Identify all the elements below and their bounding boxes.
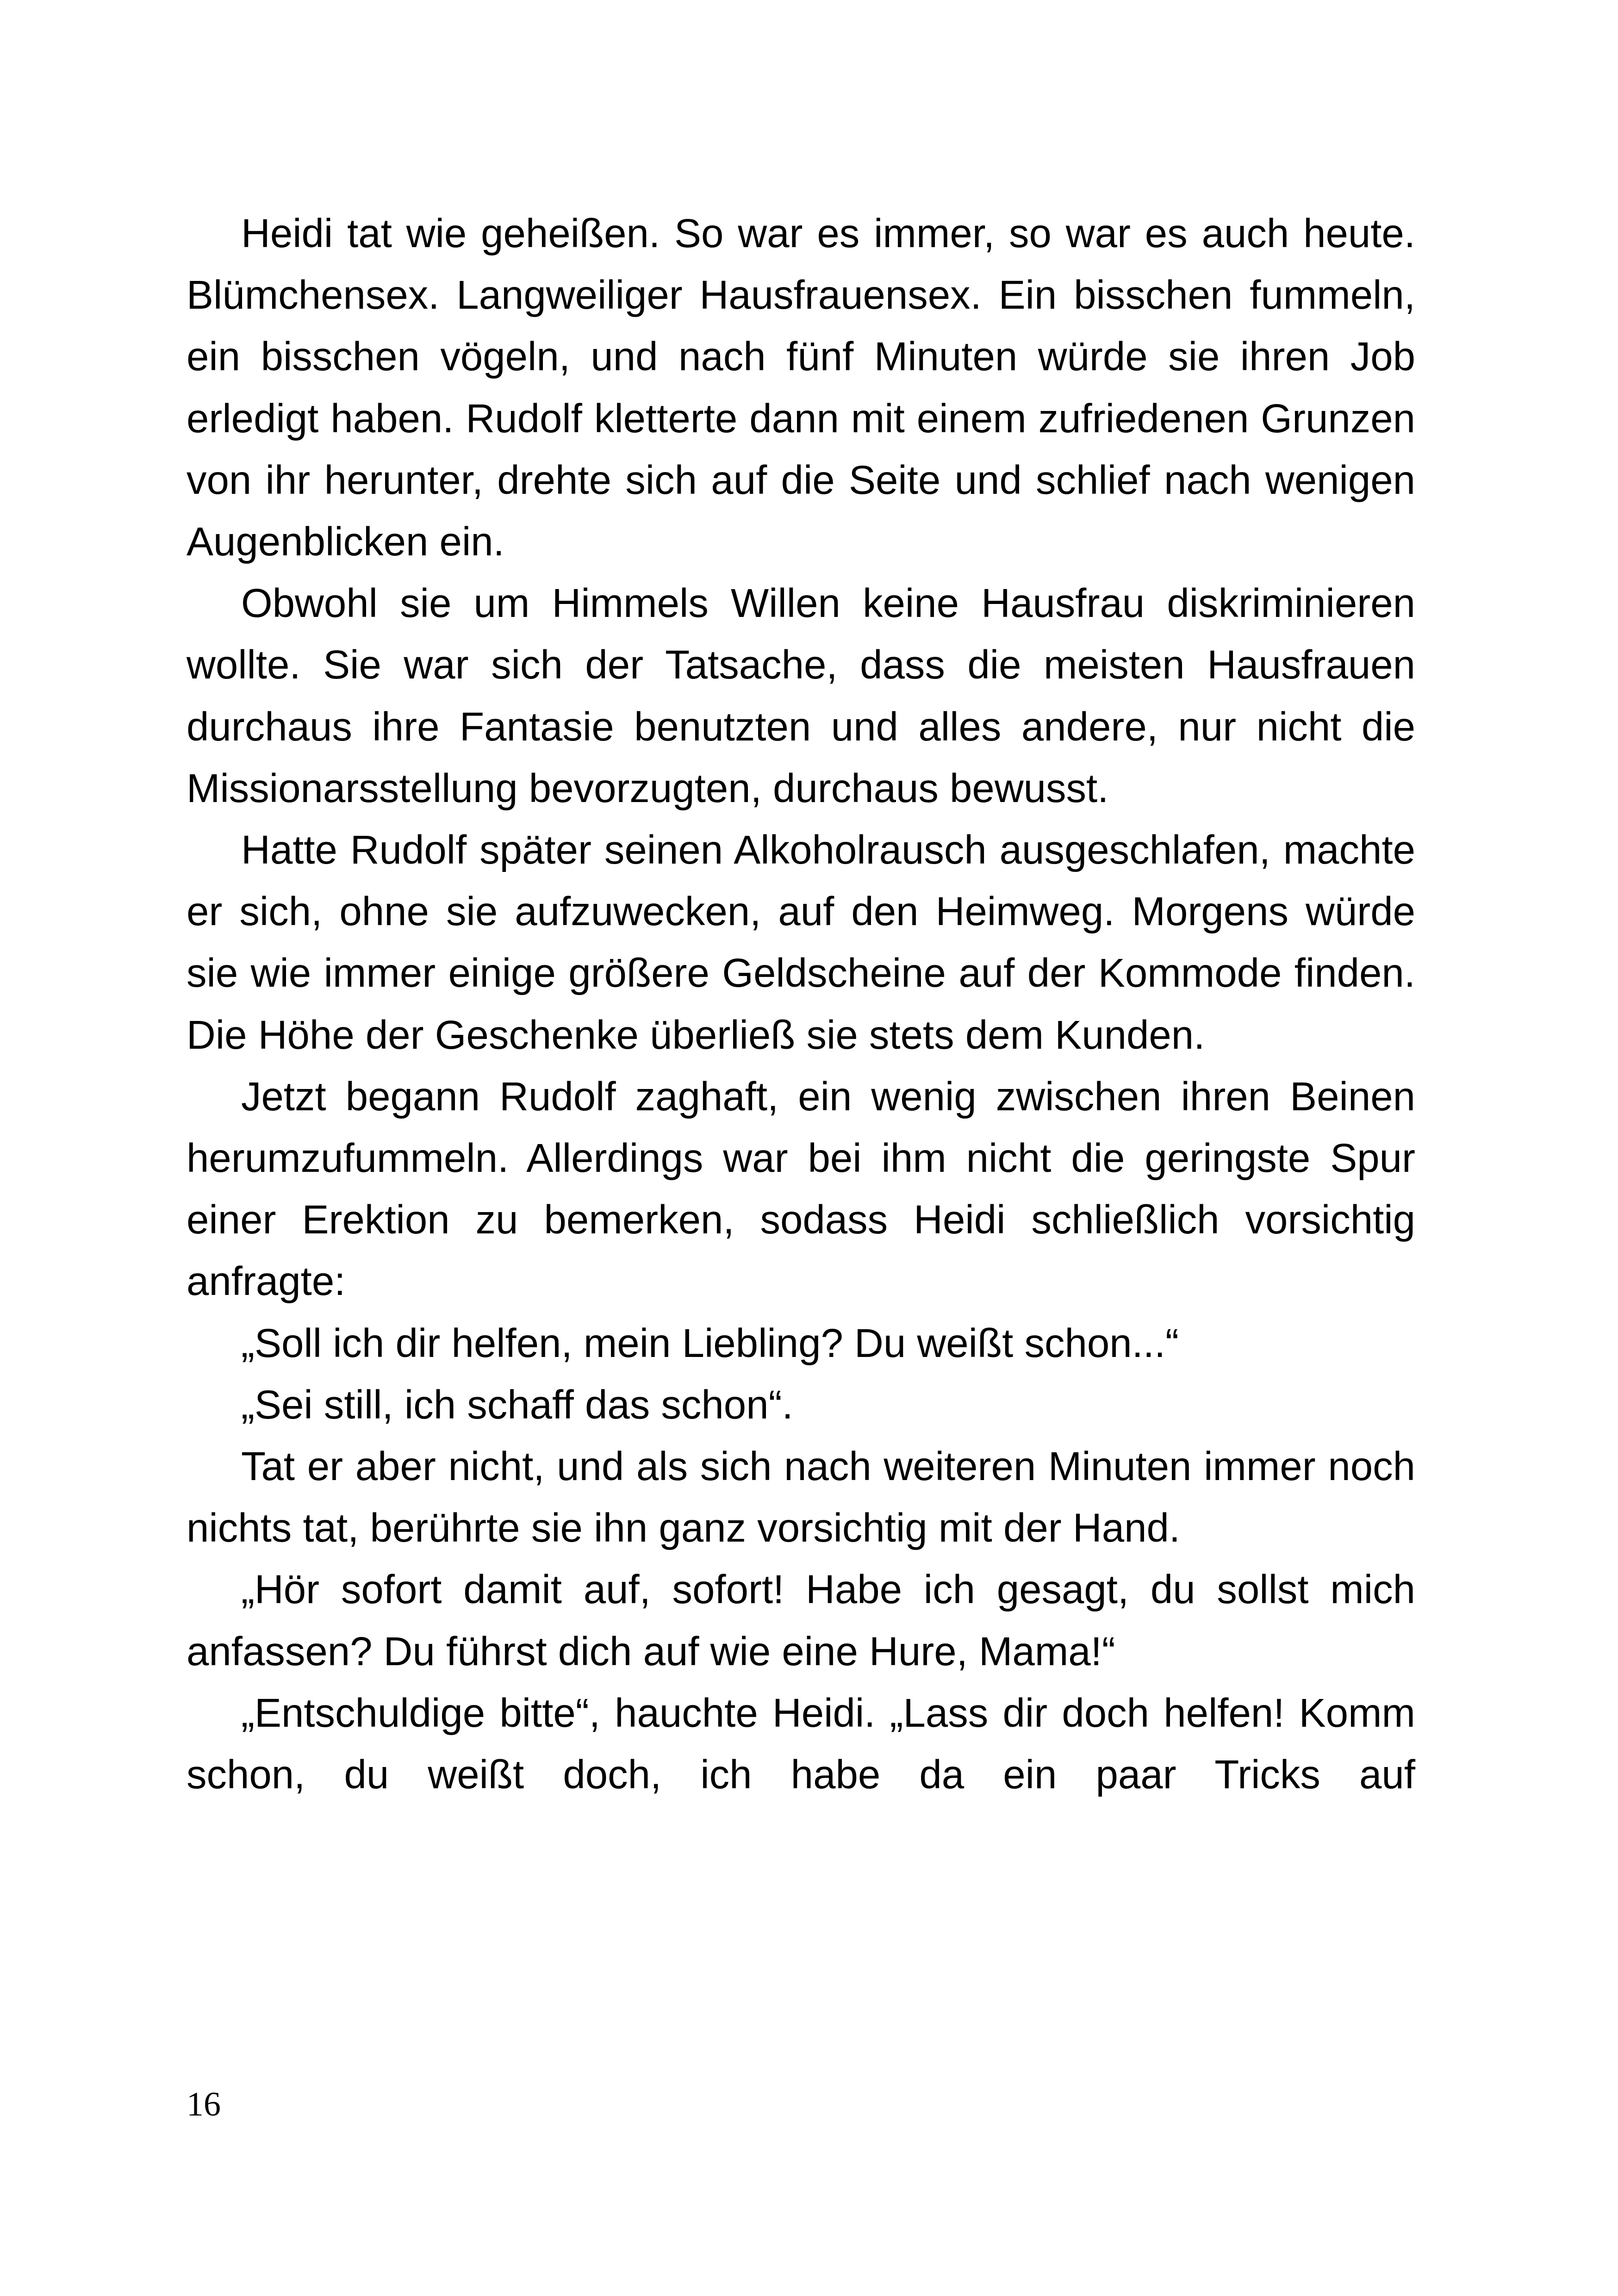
page-number: 16 [187,2085,221,2123]
paragraph: Heidi tat wie geheißen. So war es immer, so war es auch heute. Blümchensex. Langweiliger Hausfrauensex. Ein bisschen fummeln, ein bisschen vögeln, und nach fünf Minuten würde sie ihren Job erledigt haben. Rudolf kletterte dann mit einem zufriedenen Grunzen von ihr herunter, drehte sich auf die Seite und schlief nach wenigen Augenblicken ein. [187,211,1415,565]
body-text [187,203,1415,1805]
paragraph: „Hör sofort damit auf, sofort! Habe ich gesagt, du sollst mich anfassen? Du führst dich auf wie eine Hure, Mama!“ [187,1567,1415,1674]
paragraph: „Entschuldige bitte“, hauchte Heidi. „Lass dir doch helfen! Komm schon, du weißt doch, ich habe da ein paar Tricks auf [187,1690,1415,1798]
paragraph: „Soll ich dir helfen, mein Liebling? Du weißt schon...“ [241,1320,1179,1366]
paragraph: „Sei still, ich schaff das schon“. [241,1382,793,1427]
paragraph: Tat er aber nicht, und als sich nach weiteren Minuten immer noch nichts tat, berührte sie ihn ganz vorsichtig mit der Hand. [187,1444,1415,1551]
paragraph: Obwohl sie um Himmels Willen keine Hausfrau diskriminieren wollte. Sie war sich der Tatsache, dass die meisten Hausfrauen durchaus ihre Fantasie benutzten und alles andere, nur nicht die Missionarsstellung bevorzugten, durchaus bewusst. [187,581,1415,811]
paragraph: Jetzt begann Rudolf zaghaft, ein wenig zwischen ihren Beinen herumzufummeln. Allerdings war bei ihm nicht die geringste Spur einer Erektion zu bemerken, sodass Heidi schließlich vorsichtig anfragte: [187,1074,1415,1304]
paragraph: Hatte Rudolf später seinen Alkoholrausch ausgeschlafen, machte er sich, ohne sie aufzuwecken, auf den Heimweg. Morgens würde sie wie immer einige größere Geldscheine auf der Kommode finden. Die Höhe der Geschenke überließ sie stets dem Kunden. [187,828,1415,1058]
